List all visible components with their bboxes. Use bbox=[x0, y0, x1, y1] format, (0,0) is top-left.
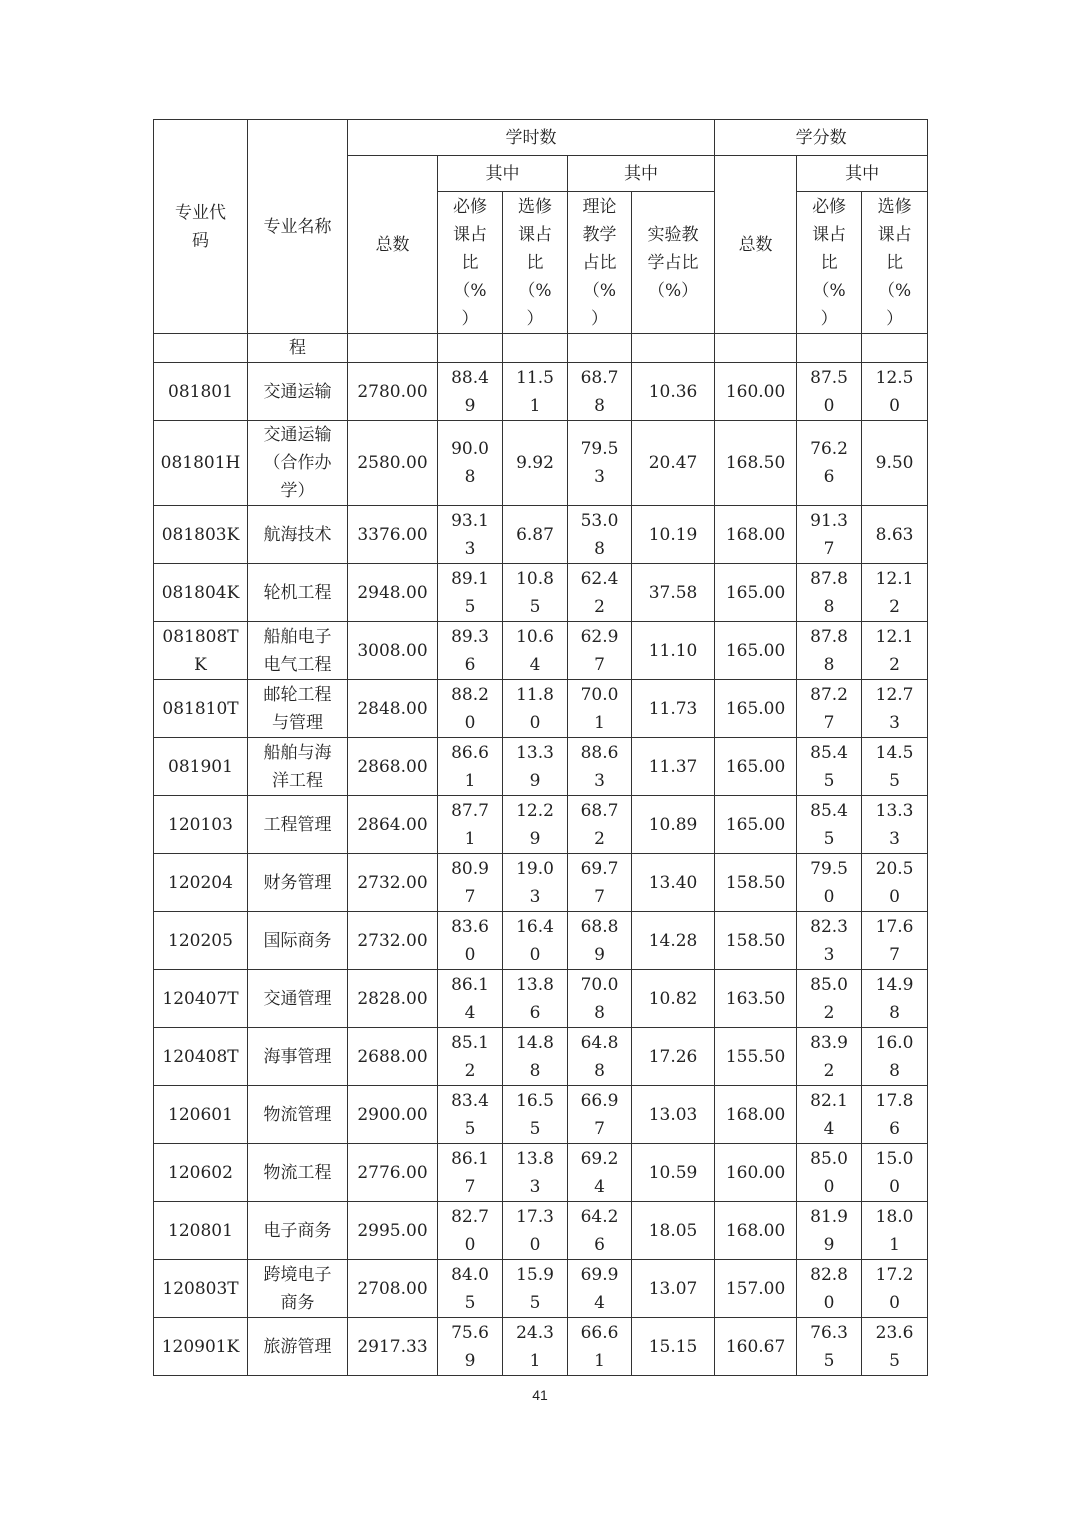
cell-elective-credits-pct: 12.1 2 bbox=[862, 564, 928, 622]
cell-major-name: 船舶与海 洋工程 bbox=[248, 738, 348, 796]
cell-major-code: 120205 bbox=[154, 912, 248, 970]
cell-major-code: 081801 bbox=[154, 363, 248, 421]
cell-required-credits-pct: 87.8 8 bbox=[797, 622, 862, 680]
cell-required-hours-pct: 87.7 1 bbox=[438, 796, 503, 854]
cell-major-code: 081810T bbox=[154, 680, 248, 738]
cell-required-credits-pct: 82.8 0 bbox=[797, 1260, 862, 1318]
cell-required-credits-pct: 79.5 0 bbox=[797, 854, 862, 912]
table-row bbox=[154, 363, 928, 421]
cell-credits-total: 160.67 bbox=[715, 1318, 797, 1376]
cell-required-hours-pct: 80.9 7 bbox=[438, 854, 503, 912]
header-hours-of-which-1: 其中 bbox=[438, 156, 568, 192]
cell-hours-total: 2864.00 bbox=[348, 796, 438, 854]
cell-elective-hours-pct: 19.0 3 bbox=[503, 854, 568, 912]
continuation-cell bbox=[154, 334, 248, 363]
cell-required-hours-pct: 75.6 9 bbox=[438, 1318, 503, 1376]
cell-hours-total: 2688.00 bbox=[348, 1028, 438, 1086]
cell-major-name: 跨境电子 商务 bbox=[248, 1260, 348, 1318]
header-theory: 理论 教学 占比 （% ） bbox=[568, 192, 632, 334]
cell-elective-hours-pct: 11.5 1 bbox=[503, 363, 568, 421]
cell-major-code: 081801H bbox=[154, 421, 248, 506]
cell-hours-total: 2732.00 bbox=[348, 912, 438, 970]
cell-major-code: 081808T K bbox=[154, 622, 248, 680]
cell-major-code: 120204 bbox=[154, 854, 248, 912]
cell-elective-hours-pct: 12.2 9 bbox=[503, 796, 568, 854]
header-required-credits: 必修 课占 比 （% ） bbox=[797, 192, 862, 334]
cell-required-credits-pct: 76.3 5 bbox=[797, 1318, 862, 1376]
cell-required-credits-pct: 87.5 0 bbox=[797, 363, 862, 421]
continuation-cell bbox=[348, 334, 438, 363]
cell-hours-total: 2900.00 bbox=[348, 1086, 438, 1144]
cell-hours-total: 2708.00 bbox=[348, 1260, 438, 1318]
cell-required-hours-pct: 83.6 0 bbox=[438, 912, 503, 970]
header-elective-credits: 选修 课占 比 （% ） bbox=[862, 192, 928, 334]
cell-hours-total: 3008.00 bbox=[348, 622, 438, 680]
cell-lab-pct: 11.73 bbox=[632, 680, 715, 738]
cell-theory-pct: 53.0 8 bbox=[568, 506, 632, 564]
cell-theory-pct: 69.2 4 bbox=[568, 1144, 632, 1202]
cell-hours-total: 2868.00 bbox=[348, 738, 438, 796]
header-credits-of-which: 其中 bbox=[797, 156, 928, 192]
cell-required-credits-pct: 85.4 5 bbox=[797, 738, 862, 796]
cell-hours-total: 2848.00 bbox=[348, 680, 438, 738]
cell-credits-total: 163.50 bbox=[715, 970, 797, 1028]
cell-hours-total: 2732.00 bbox=[348, 854, 438, 912]
cell-lab-pct: 20.47 bbox=[632, 421, 715, 506]
cell-lab-pct: 11.10 bbox=[632, 622, 715, 680]
cell-major-name: 电子商务 bbox=[248, 1202, 348, 1260]
cell-hours-total: 2780.00 bbox=[348, 363, 438, 421]
cell-major-name: 交通运输 bbox=[248, 363, 348, 421]
cell-major-name: 物流管理 bbox=[248, 1086, 348, 1144]
cell-elective-hours-pct: 13.3 9 bbox=[503, 738, 568, 796]
cell-major-code: 120601 bbox=[154, 1086, 248, 1144]
cell-theory-pct: 88.6 3 bbox=[568, 738, 632, 796]
cell-credits-total: 160.00 bbox=[715, 1144, 797, 1202]
table-row bbox=[154, 1144, 928, 1202]
header-credits-total: 总数 bbox=[715, 156, 797, 334]
cell-credits-total: 165.00 bbox=[715, 564, 797, 622]
cell-required-credits-pct: 87.8 8 bbox=[797, 564, 862, 622]
cell-lab-pct: 13.03 bbox=[632, 1086, 715, 1144]
cell-elective-credits-pct: 17.8 6 bbox=[862, 1086, 928, 1144]
cell-required-hours-pct: 89.1 5 bbox=[438, 564, 503, 622]
cell-elective-credits-pct: 13.3 3 bbox=[862, 796, 928, 854]
cell-theory-pct: 68.7 8 bbox=[568, 363, 632, 421]
cell-theory-pct: 66.9 7 bbox=[568, 1086, 632, 1144]
header-lab: 实验教 学占比 （%） bbox=[632, 192, 715, 334]
continuation-name: 程 bbox=[248, 334, 348, 363]
cell-required-credits-pct: 81.9 9 bbox=[797, 1202, 862, 1260]
cell-elective-credits-pct: 16.0 8 bbox=[862, 1028, 928, 1086]
cell-credits-total: 157.00 bbox=[715, 1260, 797, 1318]
table-row bbox=[154, 564, 928, 622]
cell-required-credits-pct: 82.3 3 bbox=[797, 912, 862, 970]
cell-required-credits-pct: 76.2 6 bbox=[797, 421, 862, 506]
cell-theory-pct: 62.4 2 bbox=[568, 564, 632, 622]
header-credits: 学分数 bbox=[715, 120, 928, 156]
cell-major-code: 120407T bbox=[154, 970, 248, 1028]
cell-theory-pct: 64.8 8 bbox=[568, 1028, 632, 1086]
cell-theory-pct: 68.8 9 bbox=[568, 912, 632, 970]
table-row bbox=[154, 1028, 928, 1086]
cell-lab-pct: 10.19 bbox=[632, 506, 715, 564]
cell-credits-total: 155.50 bbox=[715, 1028, 797, 1086]
cell-lab-pct: 10.89 bbox=[632, 796, 715, 854]
cell-lab-pct: 18.05 bbox=[632, 1202, 715, 1260]
cell-elective-credits-pct: 15.0 0 bbox=[862, 1144, 928, 1202]
cell-elective-credits-pct: 12.1 2 bbox=[862, 622, 928, 680]
cell-hours-total: 2917.33 bbox=[348, 1318, 438, 1376]
cell-major-name: 航海技术 bbox=[248, 506, 348, 564]
cell-lab-pct: 10.82 bbox=[632, 970, 715, 1028]
cell-major-name: 海事管理 bbox=[248, 1028, 348, 1086]
cell-lab-pct: 13.07 bbox=[632, 1260, 715, 1318]
cell-elective-hours-pct: 6.87 bbox=[503, 506, 568, 564]
cell-required-hours-pct: 89.3 6 bbox=[438, 622, 503, 680]
cell-major-name: 船舶电子 电气工程 bbox=[248, 622, 348, 680]
cell-major-code: 081901 bbox=[154, 738, 248, 796]
cell-elective-credits-pct: 17.6 7 bbox=[862, 912, 928, 970]
cell-lab-pct: 13.40 bbox=[632, 854, 715, 912]
table-row bbox=[154, 796, 928, 854]
table-row bbox=[154, 1086, 928, 1144]
cell-major-code: 120801 bbox=[154, 1202, 248, 1260]
cell-hours-total: 2995.00 bbox=[348, 1202, 438, 1260]
cell-elective-credits-pct: 14.9 8 bbox=[862, 970, 928, 1028]
table-row bbox=[154, 1202, 928, 1260]
table-row bbox=[154, 622, 928, 680]
cell-credits-total: 168.50 bbox=[715, 421, 797, 506]
cell-credits-total: 168.00 bbox=[715, 506, 797, 564]
cell-required-credits-pct: 85.0 2 bbox=[797, 970, 862, 1028]
cell-credits-total: 165.00 bbox=[715, 622, 797, 680]
curriculum-table bbox=[153, 119, 928, 1376]
cell-credits-total: 165.00 bbox=[715, 680, 797, 738]
cell-hours-total: 3376.00 bbox=[348, 506, 438, 564]
header-hours: 学时数 bbox=[348, 120, 715, 156]
cell-required-hours-pct: 86.1 7 bbox=[438, 1144, 503, 1202]
cell-elective-hours-pct: 17.3 0 bbox=[503, 1202, 568, 1260]
cell-lab-pct: 17.26 bbox=[632, 1028, 715, 1086]
cell-lab-pct: 10.59 bbox=[632, 1144, 715, 1202]
cell-elective-hours-pct: 13.8 3 bbox=[503, 1144, 568, 1202]
cell-required-credits-pct: 83.9 2 bbox=[797, 1028, 862, 1086]
cell-lab-pct: 15.15 bbox=[632, 1318, 715, 1376]
header-code: 专业代 码 bbox=[154, 120, 248, 334]
continuation-cell bbox=[632, 334, 715, 363]
header-hours-of-which-2: 其中 bbox=[568, 156, 715, 192]
cell-theory-pct: 70.0 8 bbox=[568, 970, 632, 1028]
cell-elective-hours-pct: 10.6 4 bbox=[503, 622, 568, 680]
cell-theory-pct: 69.7 7 bbox=[568, 854, 632, 912]
cell-major-code: 120803T bbox=[154, 1260, 248, 1318]
cell-credits-total: 158.50 bbox=[715, 912, 797, 970]
cell-elective-credits-pct: 9.50 bbox=[862, 421, 928, 506]
cell-theory-pct: 66.6 1 bbox=[568, 1318, 632, 1376]
cell-elective-hours-pct: 10.8 5 bbox=[503, 564, 568, 622]
header-required-hours: 必修 课占 比 （% ） bbox=[438, 192, 503, 334]
cell-required-hours-pct: 88.4 9 bbox=[438, 363, 503, 421]
continuation-cell bbox=[797, 334, 862, 363]
cell-required-credits-pct: 85.0 0 bbox=[797, 1144, 862, 1202]
cell-required-hours-pct: 86.1 4 bbox=[438, 970, 503, 1028]
cell-theory-pct: 70.0 1 bbox=[568, 680, 632, 738]
cell-major-code: 081803K bbox=[154, 506, 248, 564]
cell-hours-total: 2776.00 bbox=[348, 1144, 438, 1202]
cell-elective-hours-pct: 14.8 8 bbox=[503, 1028, 568, 1086]
cell-theory-pct: 79.5 3 bbox=[568, 421, 632, 506]
cell-elective-credits-pct: 17.2 0 bbox=[862, 1260, 928, 1318]
table-body bbox=[154, 120, 928, 1376]
cell-major-name: 旅游管理 bbox=[248, 1318, 348, 1376]
cell-credits-total: 168.00 bbox=[715, 1202, 797, 1260]
continuation-cell bbox=[862, 334, 928, 363]
cell-required-hours-pct: 83.4 5 bbox=[438, 1086, 503, 1144]
cell-credits-total: 168.00 bbox=[715, 1086, 797, 1144]
table-row bbox=[154, 421, 928, 506]
cell-credits-total: 165.00 bbox=[715, 796, 797, 854]
cell-major-code: 120103 bbox=[154, 796, 248, 854]
cell-elective-credits-pct: 23.6 5 bbox=[862, 1318, 928, 1376]
continuation-cell bbox=[715, 334, 797, 363]
cell-required-hours-pct: 88.2 0 bbox=[438, 680, 503, 738]
cell-hours-total: 2948.00 bbox=[348, 564, 438, 622]
cell-elective-credits-pct: 14.5 5 bbox=[862, 738, 928, 796]
cell-major-code: 120408T bbox=[154, 1028, 248, 1086]
table-row bbox=[154, 738, 928, 796]
table-row bbox=[154, 680, 928, 738]
cell-lab-pct: 37.58 bbox=[632, 564, 715, 622]
header-name: 专业名称 bbox=[248, 120, 348, 334]
cell-major-name: 财务管理 bbox=[248, 854, 348, 912]
cell-lab-pct: 10.36 bbox=[632, 363, 715, 421]
cell-credits-total: 158.50 bbox=[715, 854, 797, 912]
cell-major-code: 081804K bbox=[154, 564, 248, 622]
continuation-row bbox=[154, 334, 928, 363]
cell-required-credits-pct: 82.1 4 bbox=[797, 1086, 862, 1144]
cell-required-hours-pct: 93.1 3 bbox=[438, 506, 503, 564]
header-row-1 bbox=[154, 120, 928, 156]
cell-elective-credits-pct: 8.63 bbox=[862, 506, 928, 564]
table-row bbox=[154, 912, 928, 970]
cell-theory-pct: 62.9 7 bbox=[568, 622, 632, 680]
cell-elective-credits-pct: 12.5 0 bbox=[862, 363, 928, 421]
cell-major-name: 轮机工程 bbox=[248, 564, 348, 622]
cell-required-hours-pct: 82.7 0 bbox=[438, 1202, 503, 1260]
cell-elective-credits-pct: 18.0 1 bbox=[862, 1202, 928, 1260]
cell-elective-hours-pct: 11.8 0 bbox=[503, 680, 568, 738]
cell-required-credits-pct: 91.3 7 bbox=[797, 506, 862, 564]
page-number: 41 bbox=[532, 1387, 548, 1403]
cell-credits-total: 160.00 bbox=[715, 363, 797, 421]
cell-major-code: 120901K bbox=[154, 1318, 248, 1376]
table-row bbox=[154, 854, 928, 912]
cell-major-name: 交通管理 bbox=[248, 970, 348, 1028]
header-elective-hours: 选修 课占 比 （% ） bbox=[503, 192, 568, 334]
cell-theory-pct: 64.2 6 bbox=[568, 1202, 632, 1260]
cell-elective-hours-pct: 24.3 1 bbox=[503, 1318, 568, 1376]
cell-required-credits-pct: 87.2 7 bbox=[797, 680, 862, 738]
cell-theory-pct: 69.9 4 bbox=[568, 1260, 632, 1318]
cell-major-name: 交通运输 （合作办 学） bbox=[248, 421, 348, 506]
cell-required-hours-pct: 84.0 5 bbox=[438, 1260, 503, 1318]
cell-required-credits-pct: 85.4 5 bbox=[797, 796, 862, 854]
cell-required-hours-pct: 90.0 8 bbox=[438, 421, 503, 506]
cell-elective-credits-pct: 12.7 3 bbox=[862, 680, 928, 738]
cell-hours-total: 2580.00 bbox=[348, 421, 438, 506]
continuation-cell bbox=[568, 334, 632, 363]
continuation-cell bbox=[438, 334, 503, 363]
header-hours-total: 总数 bbox=[348, 156, 438, 334]
table-row bbox=[154, 970, 928, 1028]
table-row bbox=[154, 1318, 928, 1376]
table-row bbox=[154, 506, 928, 564]
cell-lab-pct: 11.37 bbox=[632, 738, 715, 796]
cell-elective-hours-pct: 15.9 5 bbox=[503, 1260, 568, 1318]
continuation-cell bbox=[503, 334, 568, 363]
cell-hours-total: 2828.00 bbox=[348, 970, 438, 1028]
cell-required-hours-pct: 85.1 2 bbox=[438, 1028, 503, 1086]
cell-theory-pct: 68.7 2 bbox=[568, 796, 632, 854]
cell-major-name: 物流工程 bbox=[248, 1144, 348, 1202]
cell-major-name: 工程管理 bbox=[248, 796, 348, 854]
cell-required-hours-pct: 86.6 1 bbox=[438, 738, 503, 796]
cell-elective-hours-pct: 16.4 0 bbox=[503, 912, 568, 970]
cell-credits-total: 165.00 bbox=[715, 738, 797, 796]
cell-lab-pct: 14.28 bbox=[632, 912, 715, 970]
cell-elective-hours-pct: 13.8 6 bbox=[503, 970, 568, 1028]
cell-major-name: 国际商务 bbox=[248, 912, 348, 970]
cell-major-name: 邮轮工程 与管理 bbox=[248, 680, 348, 738]
cell-elective-hours-pct: 16.5 5 bbox=[503, 1086, 568, 1144]
cell-elective-credits-pct: 20.5 0 bbox=[862, 854, 928, 912]
table-row bbox=[154, 1260, 928, 1318]
cell-elective-hours-pct: 9.92 bbox=[503, 421, 568, 506]
cell-major-code: 120602 bbox=[154, 1144, 248, 1202]
